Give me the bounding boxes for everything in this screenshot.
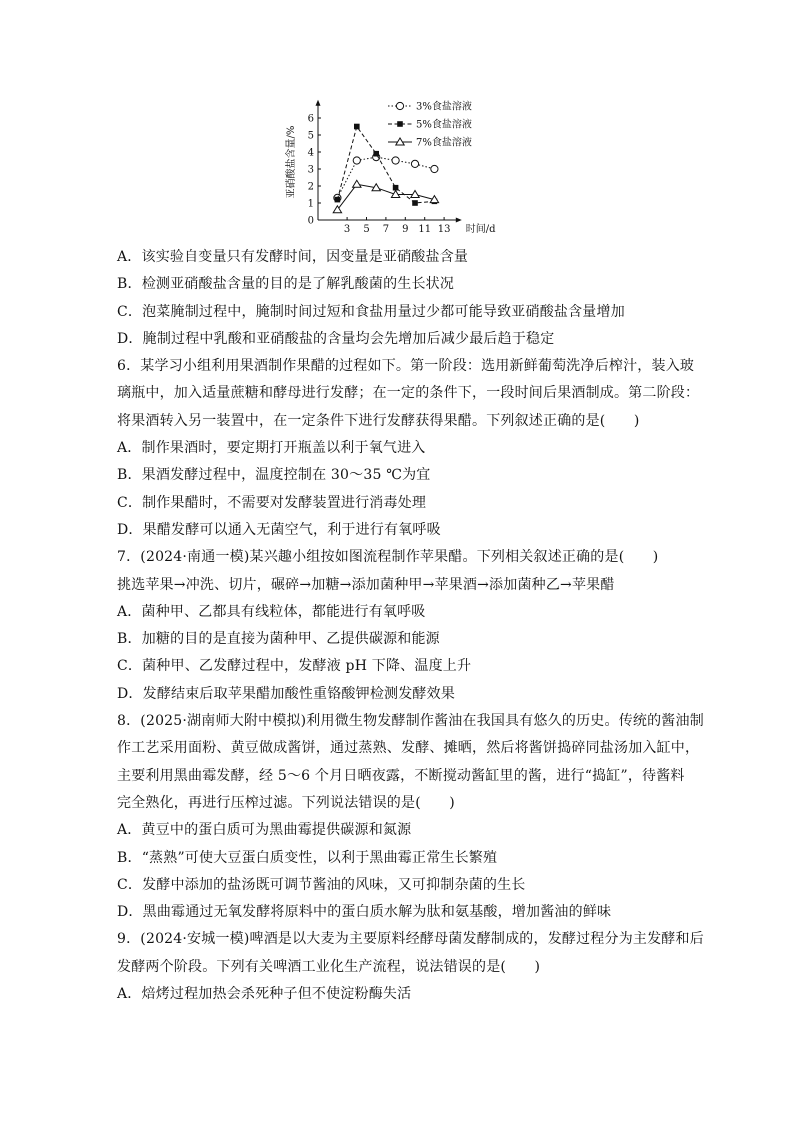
- x-tick-label: 13: [437, 224, 451, 235]
- text-line: A．黄豆中的蛋白质可为黑曲霉提供碳源和氮源: [117, 822, 412, 839]
- text-line: 9．(2024·安城一模)啤酒是以大麦为主要原料经酵母菌发酵制成的，发酵过程分为主发酵和后: [117, 931, 704, 948]
- text-line: 璃瓶中，加入适量蔗糖和酵母进行发酵；在一定的条件下，一段时间后果酒制成。第二阶段：: [117, 385, 700, 402]
- y-tick-label: 5: [307, 130, 314, 142]
- text-line: D．发酵结束后取苹果醋加酸性重铬酸钾检测发酵效果: [117, 685, 456, 702]
- data-point: [392, 157, 399, 164]
- y-tick-label: 0: [307, 215, 314, 227]
- text-line: C．发酵中添加的盐汤既可调节酱油的风味，又可抑制杂菌的生长: [117, 876, 526, 893]
- text-line: 挑选苹果→冲洗、切片，碾碎→加糖→添加菌种甲→苹果酒→添加菌种乙→苹果醋: [117, 576, 615, 593]
- data-point: [353, 157, 360, 164]
- text-line: 6．某学习小组利用果酒制作果醋的过程如下。第一阶段：选用新鲜葡萄洗净后榨汁，装入玻: [117, 358, 695, 375]
- y-tick-label: 3: [307, 164, 314, 176]
- y-tick-label: 2: [307, 181, 314, 193]
- series-line: [337, 184, 434, 210]
- legend-label: 5%食盐溶液: [416, 119, 472, 131]
- text-line: D．黑曲霉通过无氧发酵将原料中的蛋白质水解为肽和氨基酸，增加酱油的鲜味: [117, 904, 612, 921]
- text-line: C．菌种甲、乙发酵过程中，发酵液 pH 下降、温度上升: [117, 658, 472, 675]
- question-text: [117, 244, 704, 1008]
- y-tick-label: 1: [307, 198, 314, 210]
- x-tick-label: 5: [363, 224, 370, 235]
- text-line: 8．(2025·湖南师大附中模拟)利用微生物发酵制作酱油在我国具有悠久的历史。传统的酱油制: [117, 713, 704, 730]
- text-line: A．制作果酒时，要定期打开瓶盖以利于氧气进入: [117, 440, 426, 457]
- data-point: [353, 180, 361, 187]
- legend-marker: [397, 121, 403, 127]
- legend-label: 7%食盐溶液: [416, 137, 472, 149]
- chart-legend: [388, 100, 472, 149]
- data-point: [431, 165, 438, 172]
- text-line: C．泡菜腌制过程中，腌制时间过短和食盐用量过少都可能导致亚硝酸盐含量增加: [117, 303, 625, 320]
- legend-label: 3%食盐溶液: [416, 101, 472, 113]
- text-line: B．加糖的目的是直接为菌种甲、乙提供碳源和能源: [117, 631, 440, 648]
- data-point: [412, 200, 418, 206]
- text-line: C．制作果醋时，不需要对发酵装置进行消毒处理: [117, 494, 427, 511]
- x-tick-label: 3: [343, 224, 351, 235]
- y-tick-label: 6: [307, 113, 314, 125]
- text-line: B．检测亚硝酸盐含量的目的是了解乳酸菌的生长状况: [117, 276, 455, 293]
- text-line: 7．(2024·南通一模)某兴趣小组按如图流程制作苹果醋。下列相关叙述正确的是( ): [117, 549, 659, 566]
- text-line: B．“蒸熟”可使大豆蛋白质变性，以利于黑曲霉正常生长繁殖: [117, 849, 498, 866]
- text-line: B．果酒发酵过程中，温度控制在 30～35 ℃为宜: [117, 467, 431, 484]
- text-line: 完全熟化，再进行压榨过滤。下列说法错误的是( ): [117, 794, 455, 811]
- data-point: [373, 151, 379, 157]
- x-tick-label: 9: [402, 224, 409, 235]
- nitrite-chart: [280, 96, 520, 238]
- text-line: A．该实验自变量只有发酵时间，因变量是亚硝酸盐含量: [117, 249, 469, 265]
- text-line: D．果醋发酵可以通入无菌空气，利于进行有氧呼吸: [117, 521, 441, 538]
- text-line: 将果酒转入另一装置中，在一定条件下进行发酵获得果醋。下列叙述正确的是( ): [117, 412, 640, 429]
- y-axis-label: 亚硝酸盐含量/%: [286, 125, 297, 199]
- data-point: [335, 197, 341, 203]
- x-tick-label: 11: [418, 224, 432, 235]
- series-line: [337, 157, 434, 198]
- text-line: 作工艺采用面粉、黄豆做成酱饼，通过蒸熟、发酵、摊晒，然后将酱饼捣碎同盐汤加入缸中，: [117, 740, 700, 757]
- x-axis-arrow: [456, 218, 462, 223]
- text-line: 主要利用黑曲霉发酵，经 5～6 个月日晒夜露，不断搅动酱缸里的酱，进行“捣缸”，待酱料: [117, 767, 685, 784]
- data-point: [333, 206, 341, 213]
- x-axis-label: 时间/d: [465, 224, 496, 235]
- data-point: [411, 160, 418, 167]
- text-line: D．腌制过程中乳酸和亚硝酸盐的含量均会先增加后减少最后趋于稳定: [117, 330, 555, 347]
- y-tick-label: 4: [307, 147, 314, 159]
- y-axis-arrow: [316, 100, 321, 106]
- text-line: A．焙烤过程加热会杀死种子但不使淀粉酶失活: [117, 986, 412, 1003]
- text-line: A．菌种甲、乙都具有线粒体，都能进行有氧呼吸: [117, 603, 426, 620]
- data-point: [354, 124, 360, 130]
- legend-marker: [396, 102, 403, 109]
- text-line: 发酵两个阶段。下列有关啤酒工业化生产流程，说法错误的是( ): [117, 958, 541, 975]
- x-tick-label: 7: [382, 224, 390, 235]
